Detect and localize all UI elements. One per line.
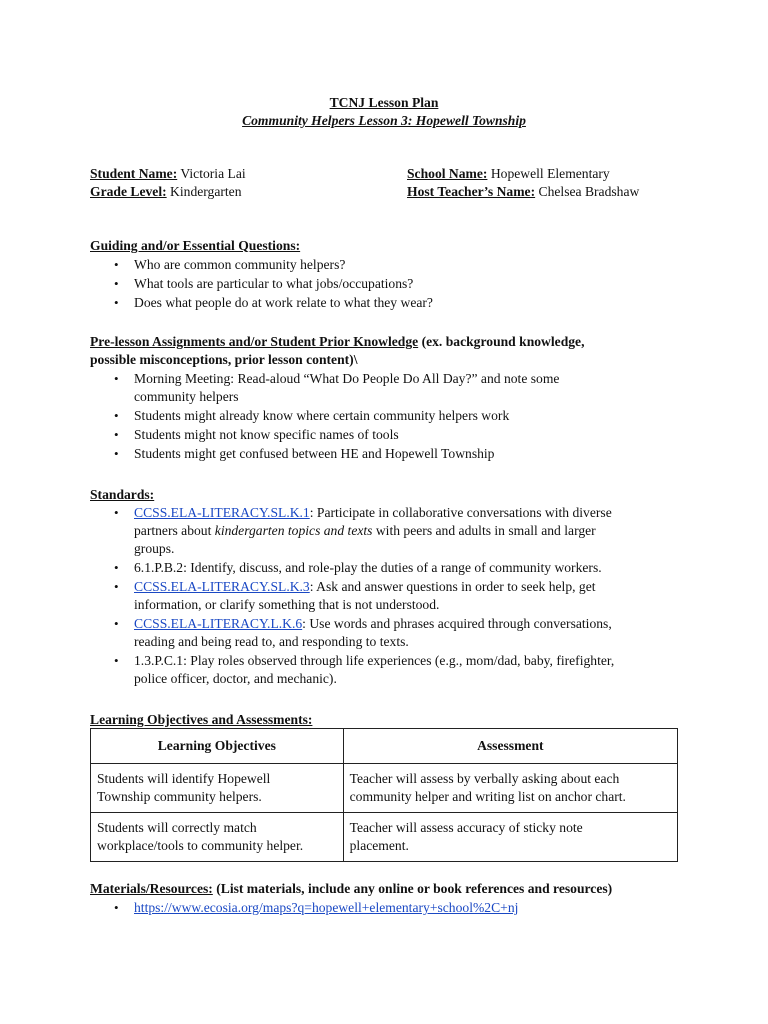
column-header: Assessment [343,729,677,764]
list-item: • Students might get confused between HE and Hopewell Township [90,445,559,463]
standard-text: reading and being read to, and responding to texts. [134,634,409,649]
list-item [90,899,518,917]
list-item [90,370,559,406]
prelesson-list [90,370,559,463]
standards-list [90,504,614,688]
grade-level-label: Grade Level: [90,184,167,199]
standard-text: : Ask and answer questions in order to seek help, get [309,579,596,594]
standard-text: information, or clarify something that is not understood. [134,597,440,612]
cell-text: workplace/tools to community helper. [97,838,304,853]
materials-heading-row [90,880,612,898]
school-name-row [407,165,610,183]
student-name-label: Student Name: [90,166,178,181]
list-item-text: Morning Meeting: Read-aloud “What Do People Do All Day?” and note some [134,371,560,386]
resource-link[interactable]: https://www.ecosia.org/maps?q=hopewell+elementary+school%2C+nj [134,900,519,915]
table-cell [91,764,344,813]
prelesson-heading [90,333,584,351]
standard-text: : Participate in collaborative conversations with diverse [309,505,612,520]
host-teacher-value: Chelsea Bradshaw [538,184,640,199]
cell-text: Township community helpers. [97,789,262,804]
objectives-heading: Learning Objectives and Assessments: [90,712,313,727]
list-item [90,504,614,558]
standards-heading: Standards: [90,487,155,502]
standard-text: partners about [134,523,215,538]
table-cell [343,813,677,862]
school-name-label: School Name: [407,166,488,181]
standard-text: 1.3.P.C.1: Play roles observed through life experiences (e.g., mom/dad, baby, firefighter, [134,653,615,668]
cell-text: placement. [349,838,409,853]
table-row [91,813,678,862]
cell-text: Teacher will assess by verbally asking about each [349,771,620,786]
cell-text: Students will identify Hopewell [97,771,271,786]
list-item-text: community helpers [134,389,239,404]
materials-note: (List materials, include any online or book references and resources) [216,881,613,896]
list-item: • What tools are particular to what jobs/occupations? [90,275,433,293]
standard-text-italic: kindergarten topics and texts [214,523,373,538]
materials-heading: Materials/Resources: [90,881,213,896]
list-item: • Who are common community helpers? [90,256,433,274]
standard-link[interactable]: CCSS.ELA-LITERACY.SL.K.3 [134,579,310,594]
list-item [90,615,614,651]
standard-link[interactable]: CCSS.ELA-LITERACY.SL.K.1 [134,505,310,520]
grade-level-row [90,183,242,201]
page-title: TCNJ Lesson Plan [329,95,439,110]
host-teacher-row [407,183,639,201]
materials-list [90,899,518,917]
standard-text: with peers and adults in small and larger [372,523,596,538]
list-item: • Does what people do at work relate to what they wear? [90,294,433,312]
guiding-heading: Guiding and/or Essential Questions: [90,238,301,253]
list-item: • 6.1.P.B.2: Identify, discuss, and role-play the duties of a range of community workers. [90,559,614,577]
cell-text: Students will correctly match [97,820,257,835]
student-name-value: Victoria Lai [180,166,246,181]
table-header-row [91,729,678,764]
table-cell [343,764,677,813]
prelesson-heading-line2: possible misconceptions, prior lesson content)\ [90,352,358,367]
column-header: Learning Objectives [91,729,344,764]
guiding-list [90,256,433,312]
standard-text: groups. [134,541,175,556]
list-item [90,652,614,688]
cell-text: community helper and writing list on anchor chart. [349,789,626,804]
table-row [91,764,678,813]
objectives-table [90,728,678,862]
cell-text: Teacher will assess accuracy of sticky note [349,820,583,835]
prelesson-heading-extra: (ex. background knowledge, [421,334,585,349]
standard-text: : Use words and phrases acquired through conversations, [302,616,612,631]
table-cell [91,813,344,862]
list-item: • Students might already know where certain community helpers work [90,407,559,425]
host-teacher-label: Host Teacher’s Name: [407,184,536,199]
list-item: • Students might not know specific names of tools [90,426,559,444]
standard-link[interactable]: CCSS.ELA-LITERACY.L.K.6 [134,616,303,631]
grade-level-value: Kindergarten [170,184,242,199]
page-subtitle: Community Helpers Lesson 3: Hopewell Township [242,113,526,128]
school-name-value: Hopewell Elementary [490,166,610,181]
list-item [90,578,614,614]
prelesson-heading-main: Pre-lesson Assignments and/or Student Prior Knowledge [90,334,419,349]
standard-text: police officer, doctor, and mechanic). [134,671,337,686]
student-name-row [90,165,246,183]
